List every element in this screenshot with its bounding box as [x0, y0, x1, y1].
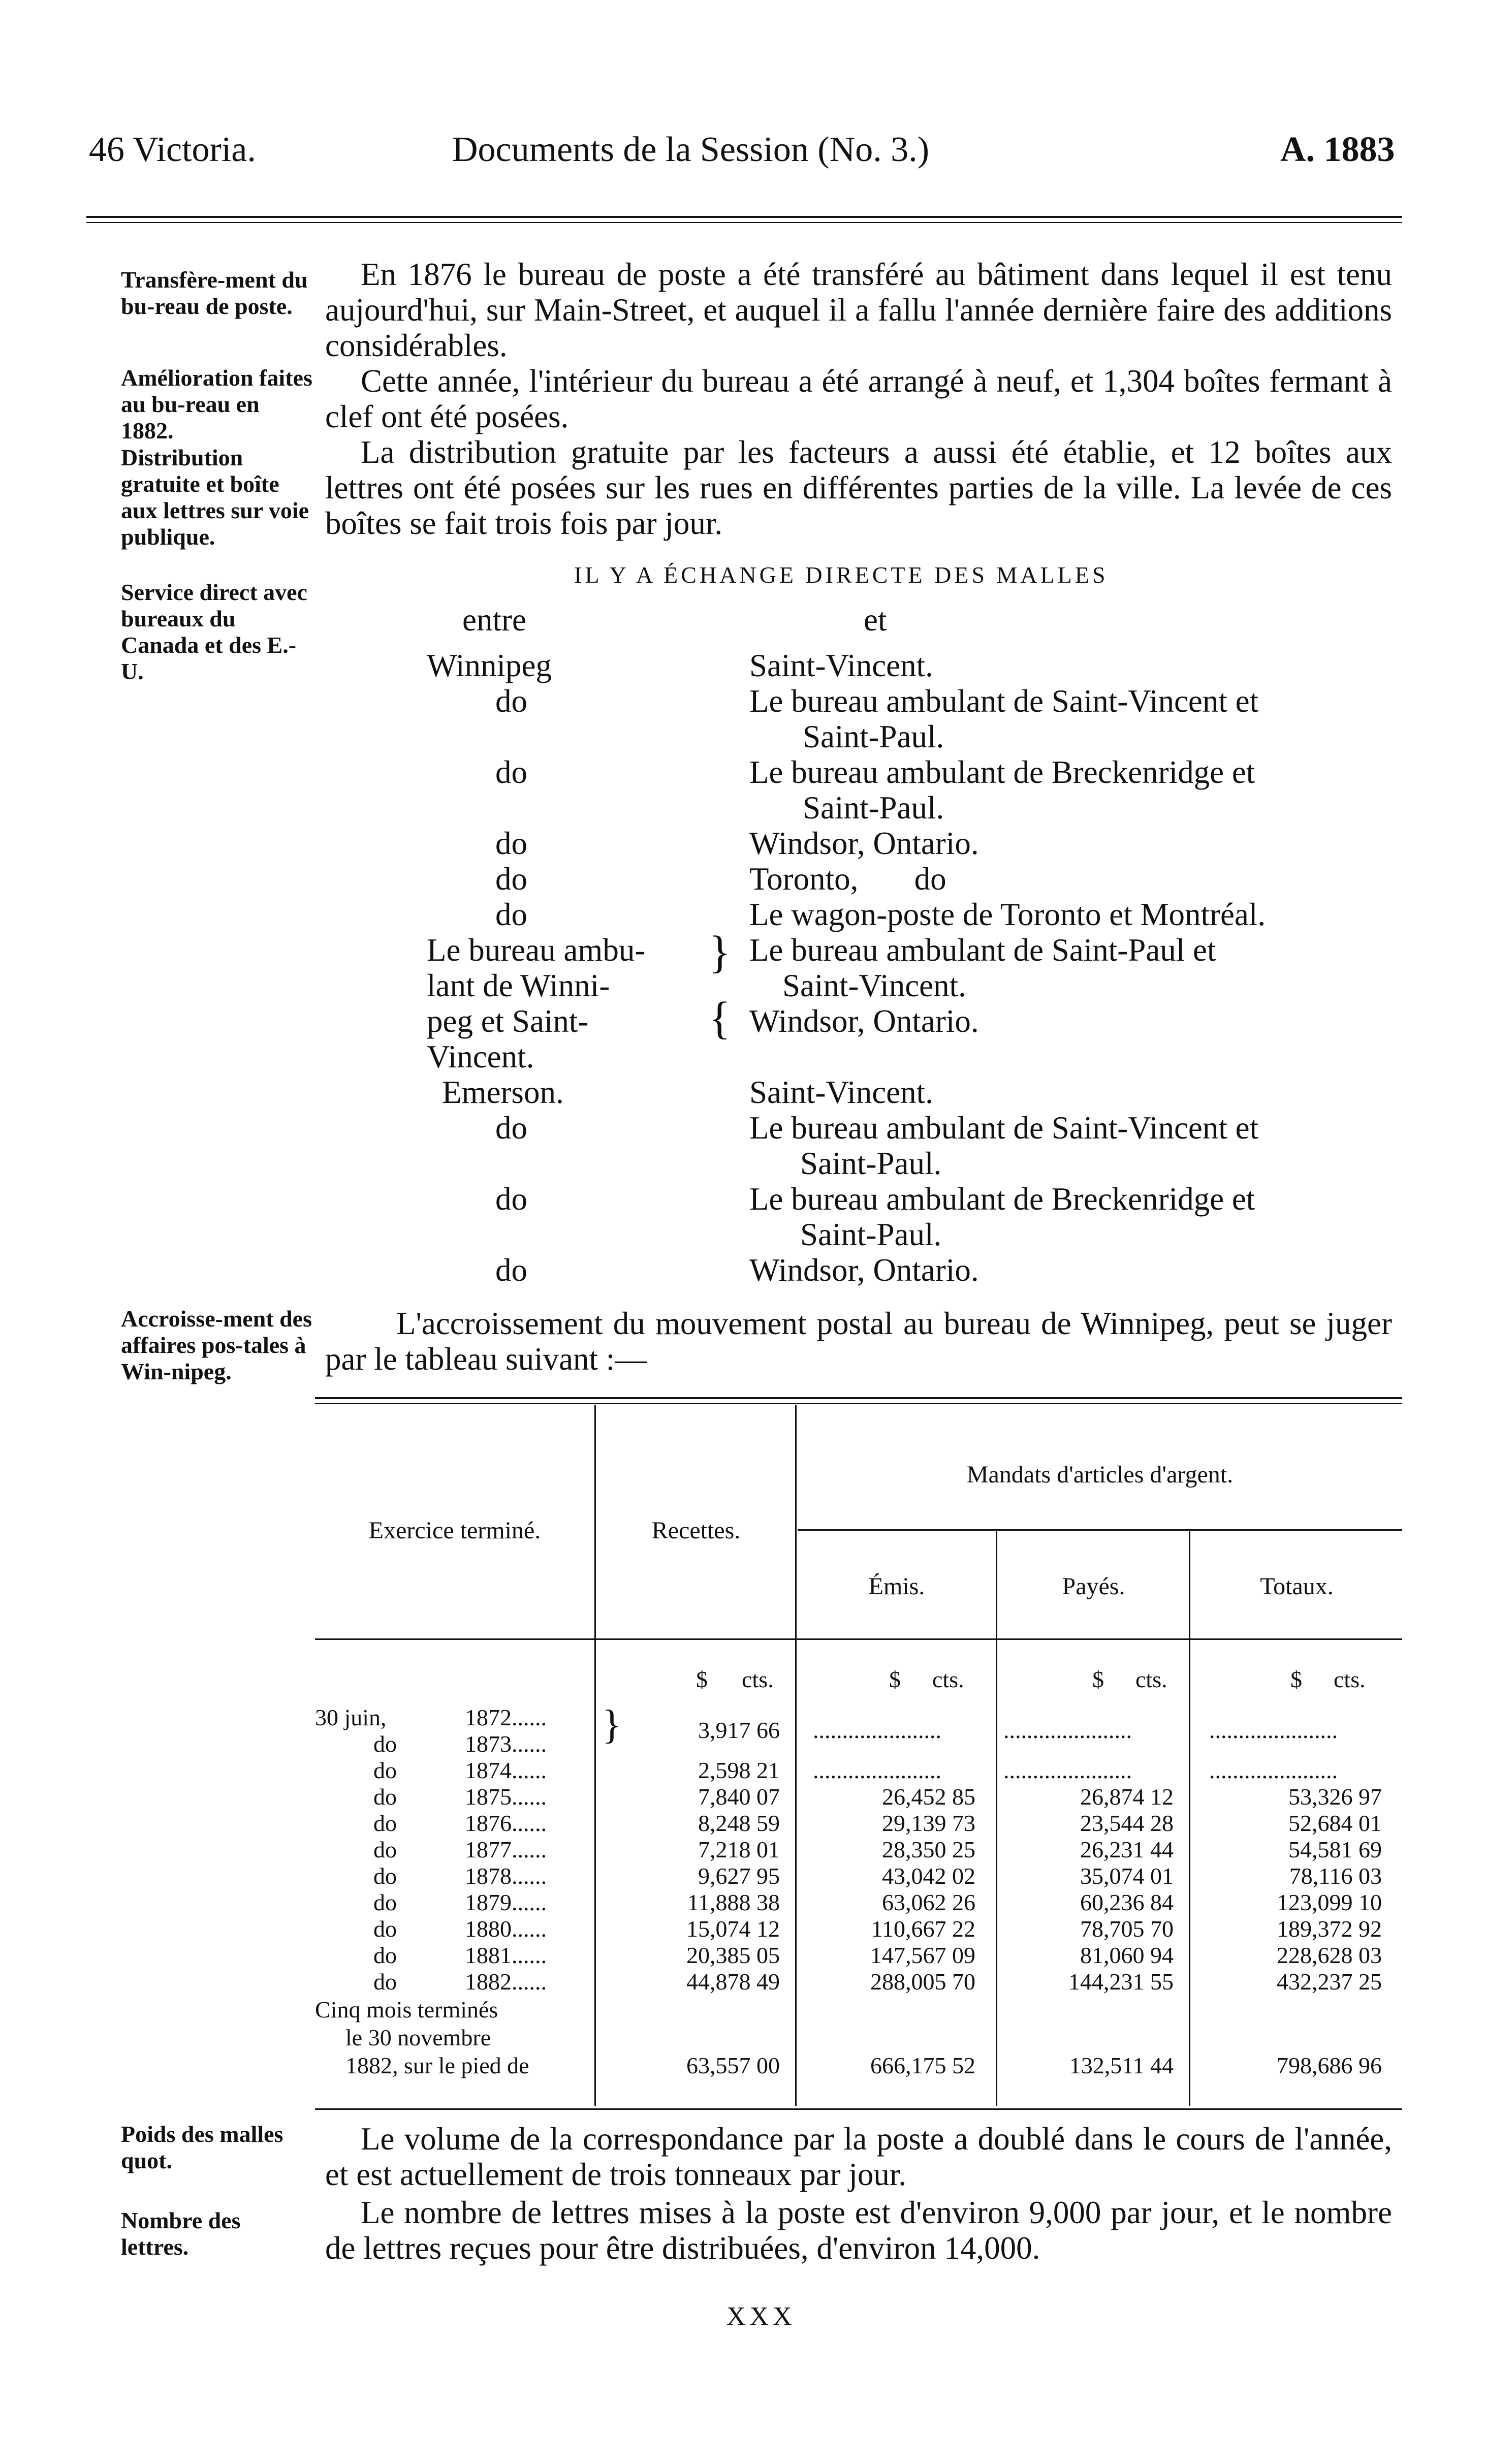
cell-recettes: 3,917 66 [698, 1717, 780, 1743]
unit-dollar: $ [1290, 1666, 1302, 1692]
cell-emis: 43,042 02 [882, 1863, 975, 1889]
exchange-left: do [495, 1181, 527, 1217]
row-label: do [373, 1863, 397, 1889]
paragraph-distribution: La distribution gratuite par les facteurs a aussi été établie, et 12 boîtes aux lettres ont été posées sur les rues en différentes parties de la ville. La levée de ces boîtes se fait trois fois par jour. [325, 434, 1392, 541]
header-rule [86, 216, 1402, 218]
cell-emis: 147,567 09 [870, 1942, 975, 1968]
exchange-heading: IL Y A ÉCHANGE DIRECTE DES MALLES [574, 562, 1109, 588]
cell-payes: 35,074 01 [1080, 1863, 1174, 1889]
row-year: 1873...... [465, 1731, 547, 1757]
margin-note-accroissement: Accroisse-ment des affaires pos-tales à Win-nipeg. [121, 1306, 312, 1384]
row-year: 1872...... [465, 1704, 547, 1730]
cell-recettes: 7,840 07 [698, 1784, 780, 1810]
exchange-right: Le bureau ambulant de Saint-Vincent et [749, 1110, 1259, 1146]
cell-totaux: 798,686 96 [1277, 2052, 1382, 2078]
cell-recettes: 9,627 95 [698, 1863, 780, 1889]
exchange-right: Saint-Paul. [803, 719, 944, 754]
paragraph-poids: Le volume de la correspondance par la poste a doublé dans le cours de l'année, et est actuellement de trois tonneaux par jour. [325, 2121, 1392, 2192]
cell-totaux: 228,628 03 [1277, 1942, 1382, 1968]
cell-emis: 110,667 22 [871, 1916, 975, 1942]
cell-totaux: ...................... [1209, 1757, 1338, 1783]
header-rule-thin [86, 222, 1402, 223]
col-header-emis: Émis. [868, 1573, 925, 1600]
cell-recettes: 2,598 21 [698, 1757, 780, 1783]
row-year: 1880...... [465, 1916, 547, 1942]
cell-totaux: ...................... [1209, 1717, 1338, 1743]
exchange-right: Windsor, Ontario. [749, 1252, 979, 1288]
exchange-left: do [495, 683, 527, 719]
row-label: le 30 novembre [345, 2025, 491, 2050]
cell-payes: 78,705 70 [1080, 1916, 1174, 1942]
exchange-left: Winnipeg [427, 648, 552, 683]
row-year: 1882...... [465, 1969, 547, 1995]
unit-cts: cts. [932, 1666, 964, 1692]
row-label: do [373, 1784, 397, 1810]
exchange-right: Saint-Paul. [803, 790, 944, 826]
cell-payes: 26,231 44 [1080, 1837, 1174, 1862]
unit-dollar: $ [889, 1666, 901, 1692]
margin-note-nombre: Nombre des lettres. [121, 2207, 241, 2260]
cell-emis: 28,350 25 [882, 1837, 975, 1862]
exchange-left: Vincent. [427, 1039, 534, 1075]
unit-cts: cts. [1334, 1666, 1366, 1692]
cell-totaux: 78,116 03 [1289, 1863, 1382, 1889]
brace-bottom: { [709, 993, 731, 1044]
exchange-left: do [495, 1110, 527, 1146]
row-year: 1879...... [465, 1889, 547, 1915]
brace-top: } [709, 927, 731, 977]
row-label: Cinq mois terminés [315, 1997, 498, 2023]
cell-totaux: 53,326 97 [1288, 1784, 1382, 1810]
unit-dollar: $ [696, 1666, 708, 1692]
exchange-left: Le bureau ambu- [427, 932, 646, 968]
col-header-recettes: Recettes. [651, 1517, 741, 1544]
exchange-right: Toronto, do [749, 861, 946, 897]
row-year: 1875...... [465, 1784, 547, 1810]
col-header-mandats: Mandats d'articles d'argent. [966, 1461, 1234, 1488]
cell-payes: ...................... [1003, 1717, 1132, 1743]
exchange-right: Le bureau ambulant de Breckenridge et [749, 1181, 1255, 1217]
exchange-right: Saint-Paul. [800, 1146, 942, 1181]
cell-recettes: 63,557 00 [686, 2052, 780, 2078]
table-vline [1189, 1530, 1190, 2106]
table-header-rule [315, 1638, 1402, 1640]
exchange-left: do [495, 754, 527, 790]
table-vline [594, 1405, 596, 2106]
row-label: do [373, 1889, 397, 1915]
cell-payes: ...................... [1003, 1757, 1132, 1783]
cell-payes: 132,511 44 [1069, 2052, 1174, 2078]
row-year: 1877...... [465, 1837, 547, 1862]
row-label: do [373, 1810, 397, 1836]
row-label: 30 juin, [315, 1704, 387, 1730]
cell-emis: 63,062 26 [882, 1889, 975, 1915]
page-number: XXX [726, 2302, 796, 2331]
row-year: 1881...... [465, 1942, 547, 1968]
cell-emis: 26,452 85 [882, 1784, 975, 1810]
cell-payes: 26,874 12 [1080, 1784, 1174, 1810]
row-label: do [373, 1942, 397, 1968]
paragraph-accroissement: L'accroissement du mouvement postal au bureau de Winnipeg, peut se juger par le tableau suivant :— [325, 1306, 1392, 1377]
cell-recettes: 20,385 05 [686, 1942, 780, 1968]
exchange-left: do [495, 1252, 527, 1288]
row-label: do [373, 1916, 397, 1942]
unit-dollar: $ [1092, 1666, 1104, 1692]
table-top-rule-thin [315, 1403, 1402, 1404]
cell-recettes: 7,218 01 [698, 1837, 780, 1862]
row-label: do [373, 1757, 397, 1783]
table-vline [795, 1405, 797, 2106]
exchange-left: do [495, 897, 527, 932]
brace-1872-1873: } [602, 1702, 622, 1747]
cell-payes: 81,060 94 [1080, 1942, 1174, 1968]
margin-note-poids: Poids des malles quot. [121, 2121, 283, 2173]
cell-recettes: 11,888 38 [687, 1889, 780, 1915]
cell-payes: 144,231 55 [1068, 1969, 1174, 1995]
exchange-right: Le bureau ambulant de Saint-Vincent et [749, 683, 1259, 719]
margin-note-transfer: Transfère-ment du bu-reau de poste. [121, 267, 308, 319]
exchange-left: Emerson. [442, 1075, 564, 1110]
margin-note-service-direct: Service direct avec bureaux du Canada et des E.-U. [121, 579, 307, 684]
exchange-right: Saint-Vincent. [749, 1075, 933, 1110]
table-top-rule [315, 1397, 1402, 1399]
cell-payes: 60,236 84 [1080, 1889, 1174, 1915]
row-year: 1874...... [465, 1757, 547, 1783]
cell-payes: 23,544 28 [1080, 1810, 1174, 1836]
cell-totaux: 123,099 10 [1277, 1889, 1382, 1915]
exchange-right: Saint-Paul. [800, 1217, 942, 1252]
unit-cts: cts. [742, 1666, 774, 1692]
exchange-right: Le bureau ambulant de Breckenridge et [749, 754, 1255, 790]
exchange-right: Saint-Vincent. [782, 968, 966, 1003]
running-head-right: A. 1883 [1280, 130, 1395, 169]
col-header-exercice: Exercice terminé. [368, 1517, 541, 1544]
exchange-left: do [495, 826, 527, 861]
cell-recettes: 8,248 59 [698, 1810, 780, 1836]
exchange-col-et: et [864, 602, 887, 638]
cell-recettes: 44,878 49 [686, 1969, 780, 1995]
exchange-right: Saint-Vincent. [749, 648, 933, 683]
cell-emis: 29,139 73 [882, 1810, 975, 1836]
cell-totaux: 189,372 92 [1277, 1916, 1382, 1942]
cell-totaux: 432,237 25 [1277, 1969, 1382, 1995]
margin-note-amelioration: Amélioration faites au bu-reau en 1882. [121, 365, 312, 444]
cell-emis: 666,175 52 [870, 2052, 975, 2078]
row-label: do [373, 1969, 397, 1995]
row-label: do [373, 1731, 397, 1757]
paragraph-nombre: Le nombre de lettres mises à la poste est d'environ 9,000 par jour, et le nombre de lettres reçues pour être distribuées, d'environ 14,000. [325, 2195, 1392, 2266]
exchange-right: Le bureau ambulant de Saint-Paul et [749, 932, 1216, 968]
paragraph-amelioration: Cette année, l'intérieur du bureau a été arrangé à neuf, et 1,304 boîtes fermant à clef ont été posées. [325, 363, 1392, 434]
row-year: 1878...... [465, 1863, 547, 1889]
table-vline [996, 1530, 997, 2106]
col-header-totaux: Totaux. [1260, 1573, 1334, 1600]
exchange-right: Le wagon-poste de Toronto et Montréal. [749, 897, 1266, 932]
table-subheader-rule [798, 1529, 1402, 1531]
exchange-right: Windsor, Ontario. [749, 1003, 979, 1039]
cell-emis: ...................... [813, 1717, 941, 1743]
cell-totaux: 54,581 69 [1288, 1837, 1382, 1862]
paragraph-transfer: En 1876 le bureau de poste a été transféré au bâtiment dans lequel il est tenu aujourd'hui, sur Main-Street, et auquel il a fallu l'année dernière faire des additions considérables. [325, 257, 1392, 363]
row-label: 1882, sur le pied de [345, 2052, 529, 2078]
cell-totaux: 52,684 01 [1288, 1810, 1382, 1836]
exchange-left: lant de Winni- [427, 968, 610, 1003]
exchange-right: Windsor, Ontario. [749, 826, 979, 861]
cell-emis: ...................... [813, 1757, 941, 1783]
exchange-left: peg et Saint- [427, 1003, 589, 1039]
row-label: do [373, 1837, 397, 1862]
margin-note-distribution: Distribution gratuite et boîte aux lettres sur voie publique. [121, 445, 309, 550]
running-head-center: Documents de la Session (No. 3.) [452, 130, 930, 169]
unit-cts: cts. [1135, 1666, 1167, 1692]
table-bottom-rule [315, 2108, 1402, 2110]
cell-recettes: 15,074 12 [686, 1916, 780, 1942]
exchange-left: do [495, 861, 527, 897]
cell-emis: 288,005 70 [870, 1969, 975, 1995]
row-year: 1876...... [465, 1810, 547, 1836]
exchange-col-entre: entre [462, 602, 526, 638]
running-head-left: 46 Victoria. [89, 130, 256, 169]
col-header-payes: Payés. [1062, 1573, 1125, 1600]
